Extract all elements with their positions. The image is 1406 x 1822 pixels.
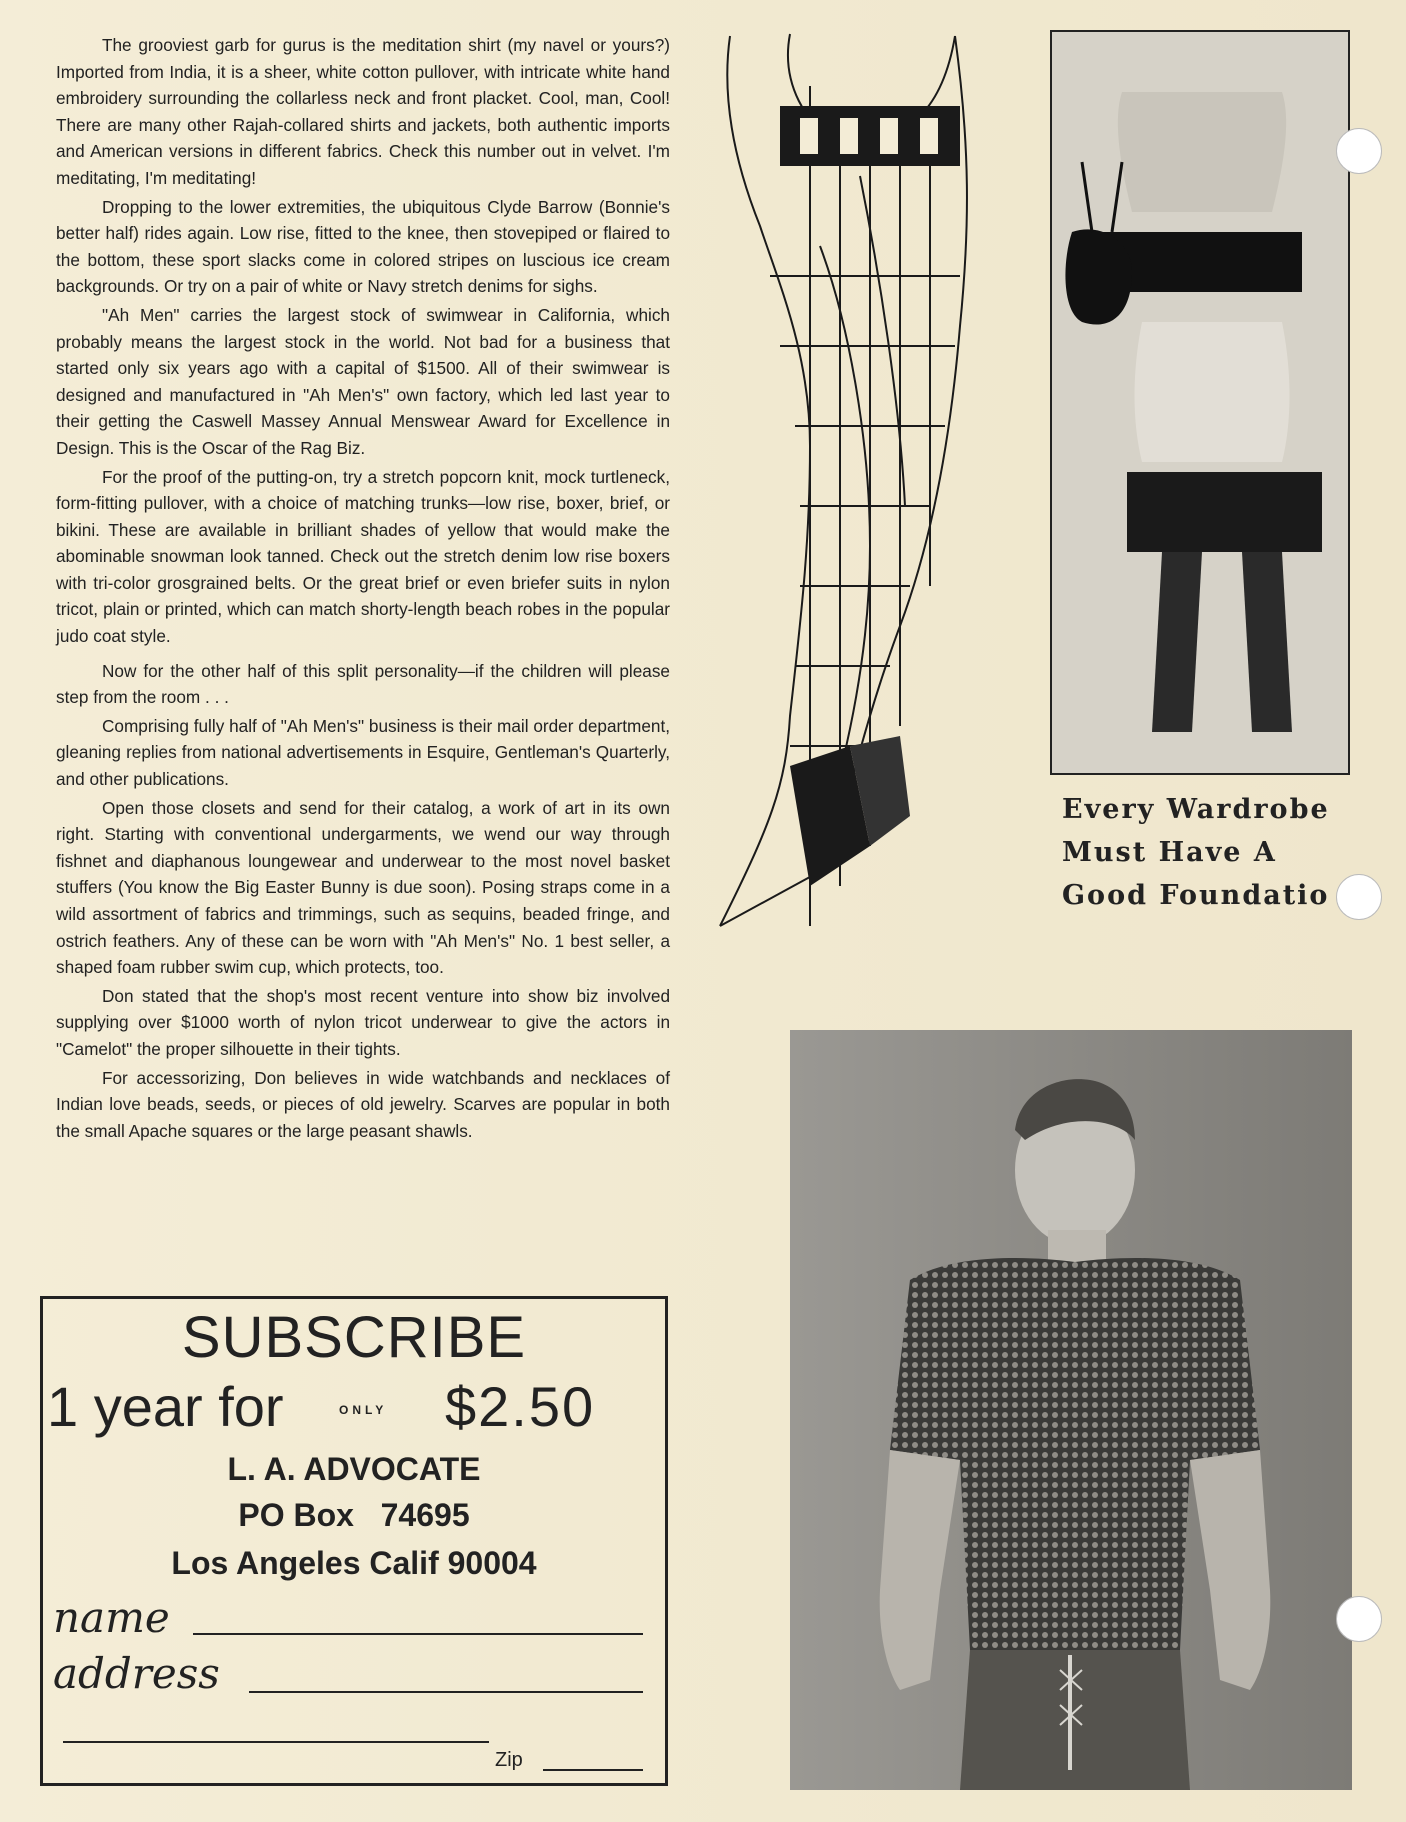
subscribe-price-row	[43, 1375, 665, 1441]
pants-sketch-illustration	[700, 26, 1020, 966]
address-field-line[interactable]	[249, 1691, 643, 1693]
caption-line: Every Wardrobe	[1062, 794, 1330, 825]
article-paragraph: "Ah Men" carries the largest stock of swimwear in California, which probably means the largest stock in the world. Not bad for a business that started only six years ago with a capital of $1500. All of their swimwear is designed and manufactured in "Ah Men's" own factory, which led last year to their getting the Caswell Massey Annual Menswear Award for Excellence in Design. This is the Oscar of the Rag Biz.	[56, 304, 670, 458]
subscribe-coupon	[40, 1296, 668, 1786]
punch-hole	[1336, 128, 1382, 174]
article-paragraph: Comprising fully half of "Ah Men's" business is their mail order department, gleaning replies from national advertisements in Esquire, Gentleman's Quarterly, and other publications.	[56, 715, 670, 790]
publisher-name: L. A. ADVOCATE	[227, 1451, 481, 1487]
zip-label: Zip	[495, 1749, 523, 1771]
subscribe-period: 1 year for	[47, 1375, 284, 1438]
punch-hole	[1336, 1596, 1382, 1642]
article-paragraph: For accessorizing, Don believes in wide watchbands and necklaces of Indian love beads, seeds, or pieces of old jewelry. Scarves are popular in both the small Apache squares or the large peasant shawls.	[56, 1067, 670, 1141]
zip-field-line[interactable]	[543, 1769, 643, 1771]
city-field-line[interactable]	[63, 1741, 489, 1743]
subscribe-only: ONLY	[339, 1403, 388, 1417]
article-paragraph: Now for the other half of this split personality—if the children will please step from the room . . .	[56, 660, 670, 708]
name-field-label: name	[53, 1593, 170, 1642]
article-paragraph: Open those closets and send for their catalog, a work of art in its own right. Starting with conventional undergarments, we wend our way through fishnet and diaphanous loungewear and underwear to the most novel basket stuffers (You know the Big Easter Bunny is due soon). Posing straps come in a wild assortment of fabrics and trimmings, such as sequins, beaded fringe, and ostrich feathers. Any of these can be worn with "Ah Men's" No. 1 best seller, a shaped foam rubber swim cup, which protects, too.	[56, 797, 670, 978]
article-paragraph: For the proof of the putting-on, try a stretch popcorn knit, mock turtleneck, form-fitting pullover, with a choice of matching trunks—low rise, boxer, brief, or bikini. These are available in brilliant shades of yellow that would make the abominable snowman look tanned. Check out the stretch denim low rise boxers with tri-color grosgrained belts. Or the great brief or even briefer suits in nylon tricot, plain or printed, which can match shorty-length beach robes in the popular judo coat style.	[56, 466, 670, 647]
article-text	[56, 32, 670, 1146]
address-field-label: address	[53, 1649, 220, 1698]
article-paragraph: Dropping to the lower extremities, the ubiquitous Clyde Barrow (Bonnie's better half) rides again. Low rise, fitted to the knee, then stovepiped or flaired to the bottom, these sport slacks come in colored stripes on luscious ice cream backgrounds. Or try on a pair of white or Navy stretch denims for sighs.	[56, 196, 670, 297]
publisher-box: PO Box 74695	[238, 1497, 470, 1533]
subscribe-heading: SUBSCRIBE	[181, 1305, 527, 1370]
fishnet-shirt-photo	[790, 1030, 1352, 1790]
article-paragraph: Don stated that the shop's most recent venture into show biz involved supplying over $1000 worth of nylon tricot underwear to give the actors in "Camelot" the proper silhouette in their tights.	[56, 985, 670, 1059]
article-paragraph: The grooviest garb for gurus is the meditation shirt (my navel or yours?) Imported from India, it is a sheer, white cotton pullover, with intricate white hand embroidery surrounding the collarless neck and front placket. Cool, man, Cool! There are many other Rajah-collared shirts and jackets, both authentic imports and American versions in different fabrics. Check this number out in velvet. I'm meditating, I'm meditating!	[56, 35, 670, 188]
wardrobe-caption	[1062, 788, 1362, 917]
caption-line: Must Have A	[1062, 837, 1277, 868]
name-field-line[interactable]	[193, 1633, 643, 1635]
publisher-city: Los Angeles Calif 90004	[171, 1545, 537, 1581]
caption-line: Good Foundatio	[1062, 880, 1330, 911]
subscribe-price: $2.50	[445, 1375, 596, 1438]
wardrobe-photo	[1050, 30, 1350, 775]
punch-hole	[1336, 874, 1382, 920]
